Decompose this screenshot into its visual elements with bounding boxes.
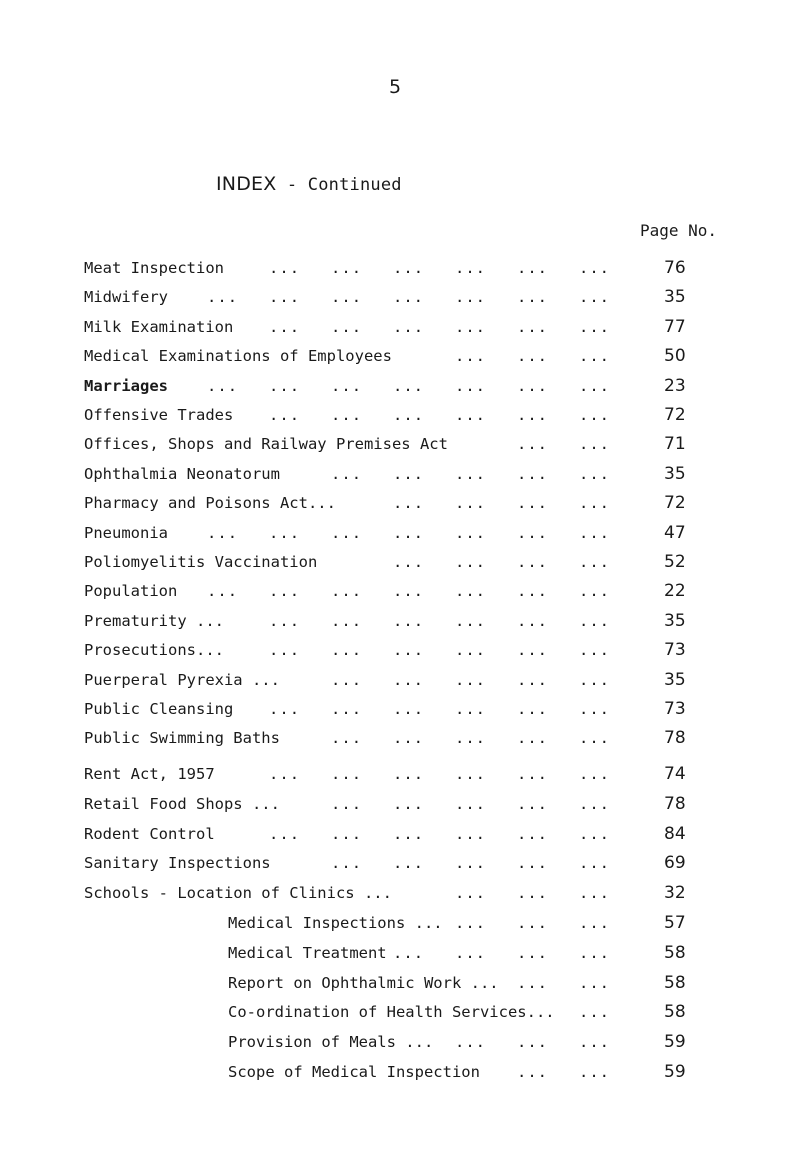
index-entry: [0, 726, 800, 750]
entry-leader-dots: ... ... ... ...: [393, 494, 610, 513]
entry-leader-dots: ... ... ... ... ... ... ...: [207, 288, 610, 307]
entry-page-number: 69: [664, 853, 686, 874]
entry-label: Medical Examinations of Employees: [84, 347, 392, 366]
entry-label: Midwifery: [84, 288, 168, 307]
entry-page-number: 73: [664, 640, 686, 661]
entry-leader-dots: ... ... ... ... ...: [331, 464, 610, 483]
entry-leader-dots: ... ... ... ... ... ...: [269, 700, 610, 718]
entry-leader-dots: ... ... ... ... ... ...: [269, 765, 610, 783]
index-entry: [0, 822, 800, 846]
entry-label: Pneumonia: [84, 523, 168, 542]
entry-label: Schools - Location of Clinics ...: [84, 884, 392, 903]
index-entry: [0, 256, 800, 280]
entry-leader-dots: ... ... ... ... ...: [331, 670, 610, 689]
entry-leader-dots: ... ... ... ... ... ...: [269, 317, 610, 336]
entry-label: Medical Inspections ...: [228, 914, 443, 932]
index-entry: [0, 579, 800, 603]
entry-page-number: 59: [664, 1032, 686, 1053]
entry-label: Rodent Control: [84, 824, 215, 843]
entry-label: Rent Act, 1957: [84, 765, 215, 783]
entry-label: Poliomyelitis Vaccination: [84, 553, 318, 571]
entry-page-number: 58: [664, 942, 686, 963]
index-entry: [0, 609, 800, 633]
entry-label: Milk Examination: [84, 317, 234, 336]
page-title: [216, 173, 402, 195]
index-entry: [0, 315, 800, 339]
entry-page-number: 35: [664, 610, 686, 631]
index-entry: [0, 374, 800, 398]
entry-label: Pharmacy and Poisons Act...: [84, 494, 336, 513]
entry-leader-dots: ... ... ... ... ...: [331, 854, 610, 873]
title-suffix: - Continued: [276, 175, 402, 195]
entry-leader-dots: ... ... ...: [455, 914, 610, 932]
entry-page-number: 47: [664, 522, 686, 543]
page-number: 5: [389, 76, 402, 98]
entry-leader-dots: ... ... ... ... ... ... ...: [207, 523, 610, 542]
entry-leader-dots: ... ... ... ... ... ...: [269, 259, 610, 277]
index-entry: [0, 344, 800, 368]
entry-label: Report on Ophthalmic Work ...: [228, 973, 499, 992]
entry-leader-dots: ... ...: [517, 1063, 610, 1081]
entry-label: Offensive Trades: [84, 406, 234, 424]
entry-label: Medical Treatment: [228, 943, 387, 962]
entry-leader-dots: ... ... ... ... ... ...: [269, 406, 610, 424]
entry-label: Scope of Medical Inspection: [228, 1063, 480, 1081]
entry-leader-dots: ... ...: [517, 973, 610, 992]
entry-leader-dots: ... ... ... ...: [393, 553, 610, 571]
index-entry: [0, 462, 800, 486]
entry-page-number: 32: [664, 883, 686, 904]
index-entry: [0, 1030, 800, 1054]
entry-page-number: 76: [664, 258, 686, 278]
entry-leader-dots: ... ...: [517, 435, 610, 454]
entry-page-number: 35: [664, 463, 686, 484]
entry-label: Meat Inspection: [84, 259, 224, 277]
index-entry: [0, 762, 800, 786]
index-entry: [0, 403, 800, 427]
index-entry: [0, 638, 800, 662]
entry-page-number: 84: [664, 823, 686, 844]
index-entry: [0, 911, 800, 935]
entry-page-number: 71: [664, 434, 686, 455]
entry-page-number: 74: [664, 764, 686, 784]
entry-page-number: 78: [664, 793, 686, 814]
index-entry: [0, 792, 800, 816]
index-entry: [0, 521, 800, 545]
entry-label: Prosecutions...: [84, 641, 224, 660]
entry-leader-dots: ... ... ... ... ... ...: [269, 641, 610, 660]
entry-label: Provision of Meals ...: [228, 1033, 434, 1052]
page-no-column-header: Page No.: [640, 221, 718, 240]
index-entry: [0, 668, 800, 692]
index-entry: [0, 697, 800, 721]
entry-leader-dots: ... ... ... ...: [393, 943, 610, 962]
entry-leader-dots: ... ... ... ... ...: [331, 794, 610, 813]
title-main: INDEX: [216, 173, 277, 195]
entry-leader-dots: ... ... ... ... ...: [331, 729, 610, 748]
entry-page-number: 23: [664, 375, 686, 396]
entry-label: Public Cleansing: [84, 700, 234, 718]
entry-page-number: 72: [664, 405, 686, 425]
index-entry: [0, 851, 800, 875]
entry-label: Co-ordination of Health Services...: [228, 1003, 555, 1022]
index-entry: [0, 1000, 800, 1024]
entry-label: Population: [84, 582, 178, 601]
index-entry: [0, 285, 800, 309]
entry-label: Puerperal Pyrexia ...: [84, 670, 280, 689]
entry-label: Prematurity ...: [84, 611, 224, 630]
entry-page-number: 57: [664, 913, 686, 933]
entry-leader-dots: ... ... ... ... ... ...: [269, 824, 610, 843]
index-entry: [0, 971, 800, 995]
entry-page-number: 77: [664, 316, 686, 337]
entry-label: Sanitary Inspections: [84, 854, 271, 873]
entry-leader-dots: ... ... ... ... ... ... ...: [207, 582, 610, 601]
entry-leader-dots: ... ... ... ... ... ... ...: [207, 376, 610, 395]
entry-label: Marriages: [84, 376, 168, 395]
index-entry: [0, 491, 800, 515]
entry-label: Offices, Shops and Railway Premises Act: [84, 435, 448, 454]
entry-label: Public Swimming Baths: [84, 729, 280, 748]
entry-page-number: 50: [664, 346, 686, 367]
entry-page-number: 78: [664, 728, 686, 749]
index-entry: [0, 881, 800, 905]
entry-leader-dots: ...: [579, 1003, 610, 1022]
entry-page-number: 58: [664, 1002, 686, 1023]
entry-label: Retail Food Shops ...: [84, 794, 280, 813]
entry-page-number: 59: [664, 1062, 686, 1082]
index-entry: [0, 1060, 800, 1084]
entry-page-number: 73: [664, 699, 686, 719]
entry-leader-dots: ... ... ...: [455, 347, 610, 366]
index-entry: [0, 432, 800, 456]
entry-label: Ophthalmia Neonatorum: [84, 464, 280, 483]
entry-page-number: 52: [664, 552, 686, 572]
index-entry: [0, 550, 800, 574]
entry-leader-dots: ... ... ...: [455, 884, 610, 903]
entry-leader-dots: ... ... ...: [455, 1033, 610, 1052]
index-entry: [0, 941, 800, 965]
entry-page-number: 35: [664, 287, 686, 308]
entry-page-number: 35: [664, 669, 686, 690]
entry-page-number: 22: [664, 581, 686, 602]
entry-page-number: 72: [664, 493, 686, 514]
entry-page-number: 58: [664, 972, 686, 993]
entry-leader-dots: ... ... ... ... ... ...: [269, 611, 610, 630]
